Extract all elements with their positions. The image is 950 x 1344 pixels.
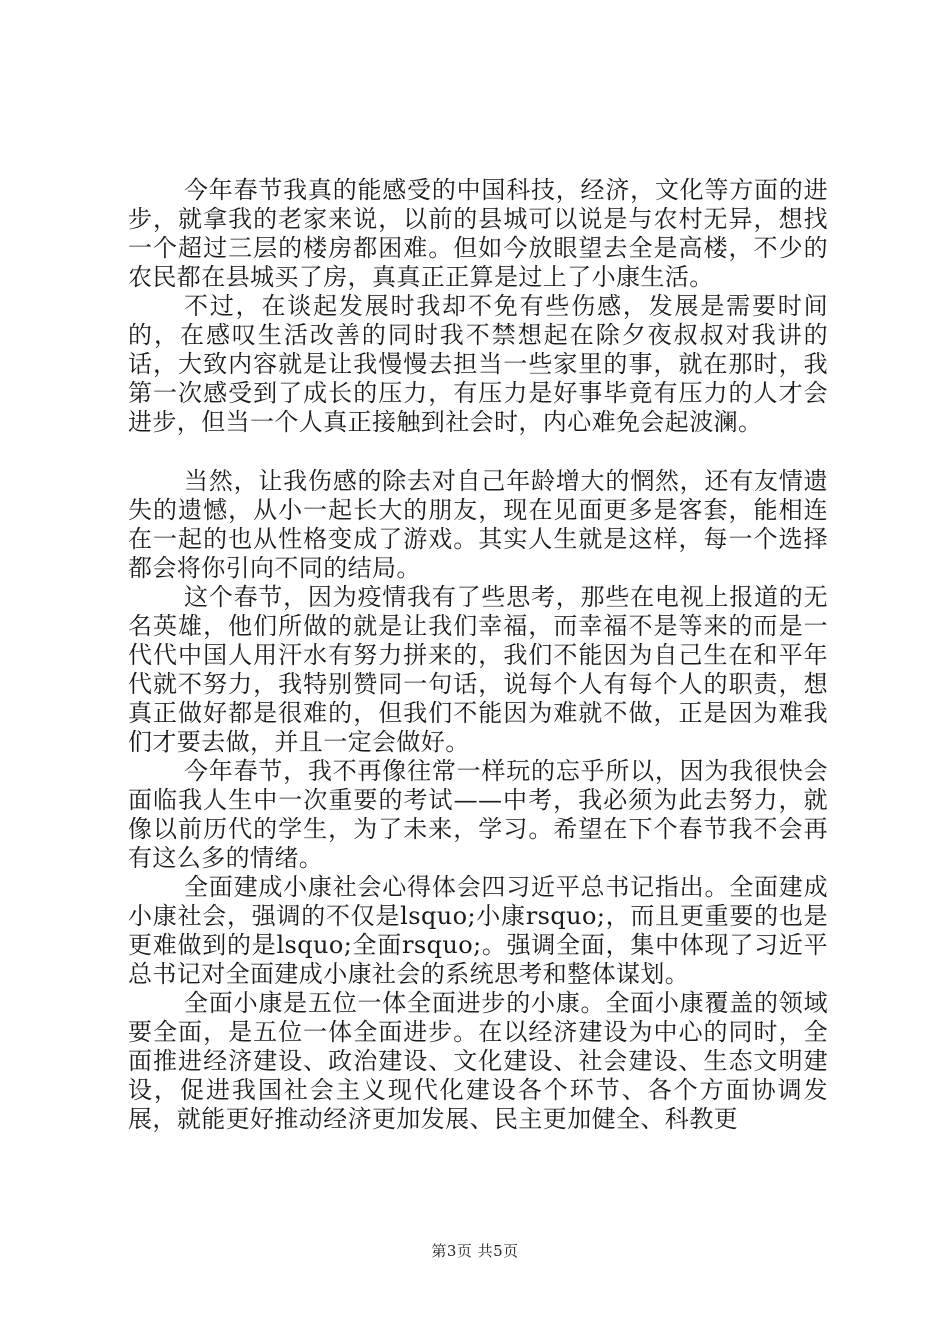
paragraph: 今年春节，我不再像往常一样玩的忘乎所以，因为我很快会面临我人生中一次重要的考试——中考，我必须为此去努力，就像以前历代的学生，为了未来，学习。希望在下个春节我不会再有这么多的情绪。 — [128, 757, 828, 872]
paragraph: 不过，在谈起发展时我却不免有些伤感，发展是需要时间的，在感叹生活改善的同时我不禁想起在除夕夜叔叔对我讲的话，大致内容就是让我慢慢去担当一些家里的事，就在那时，我第一次感受到了成长的压力，有压力是好事毕竟有压力的人才会进步，但当一个人真正接触到社会时，内心难免会起波澜。 — [128, 292, 828, 436]
paragraph: 当然，让我伤感的除去对自己年龄增大的惘然，还有友情遗失的遗憾，从小一起长大的朋友，现在见面更多是客套，能相连在一起的也从性格变成了游戏。其实人生就是这样，每一个选择都会将你引向不同的结局。 — [128, 467, 828, 582]
paragraph-gap — [128, 437, 828, 467]
paragraph: 全面小康是五位一体全面进步的小康。全面小康覆盖的领域要全面，是五位一体全面进步。在以经济建设为中心的同时，全面推进经济建设、政治建设、文化建设、社会建设、生态文明建设，促进我国社会主义现代化建设各个环节、各个方面协调发展，就能更好推动经济更加发展、民主更加健全、科教更 — [128, 989, 828, 1133]
paragraph: 这个春节，因为疫情我有了些思考，那些在电视上报道的无名英雄，他们所做的就是让我们幸福，而幸福不是等来的而是一代代中国人用汗水有努力拼来的，我们不能因为自己生在和平年代就不努力，我特别赞同一句话，说每个人有每个人的职责，想真正做好都是很难的，但我们不能因为难就不做，正是因为难我们才要去做，并且一定会做好。 — [128, 583, 828, 756]
paragraph: 全面建成小康社会心得体会四习近平总书记指出。全面建成小康社会，强调的不仅是lsquo;小康rsquo;，而且更重要的也是更难做到的是lsquo;全面rsquo;。强调全面，集中体现了习近平总书记对全面建成小康社会的系统思考和整体谋划。 — [128, 873, 828, 988]
page-number-footer: 第3页 共5页 — [431, 1242, 519, 1260]
paragraph: 今年春节我真的能感受的中国科技，经济，文化等方面的进步，就拿我的老家来说，以前的县城可以说是与农村无异，想找一个超过三层的楼房都困难。但如今放眼望去全是高楼，不少的农民都在县城买了房，真真正正算是过上了小康生活。 — [128, 176, 828, 291]
document-body — [128, 176, 828, 1134]
